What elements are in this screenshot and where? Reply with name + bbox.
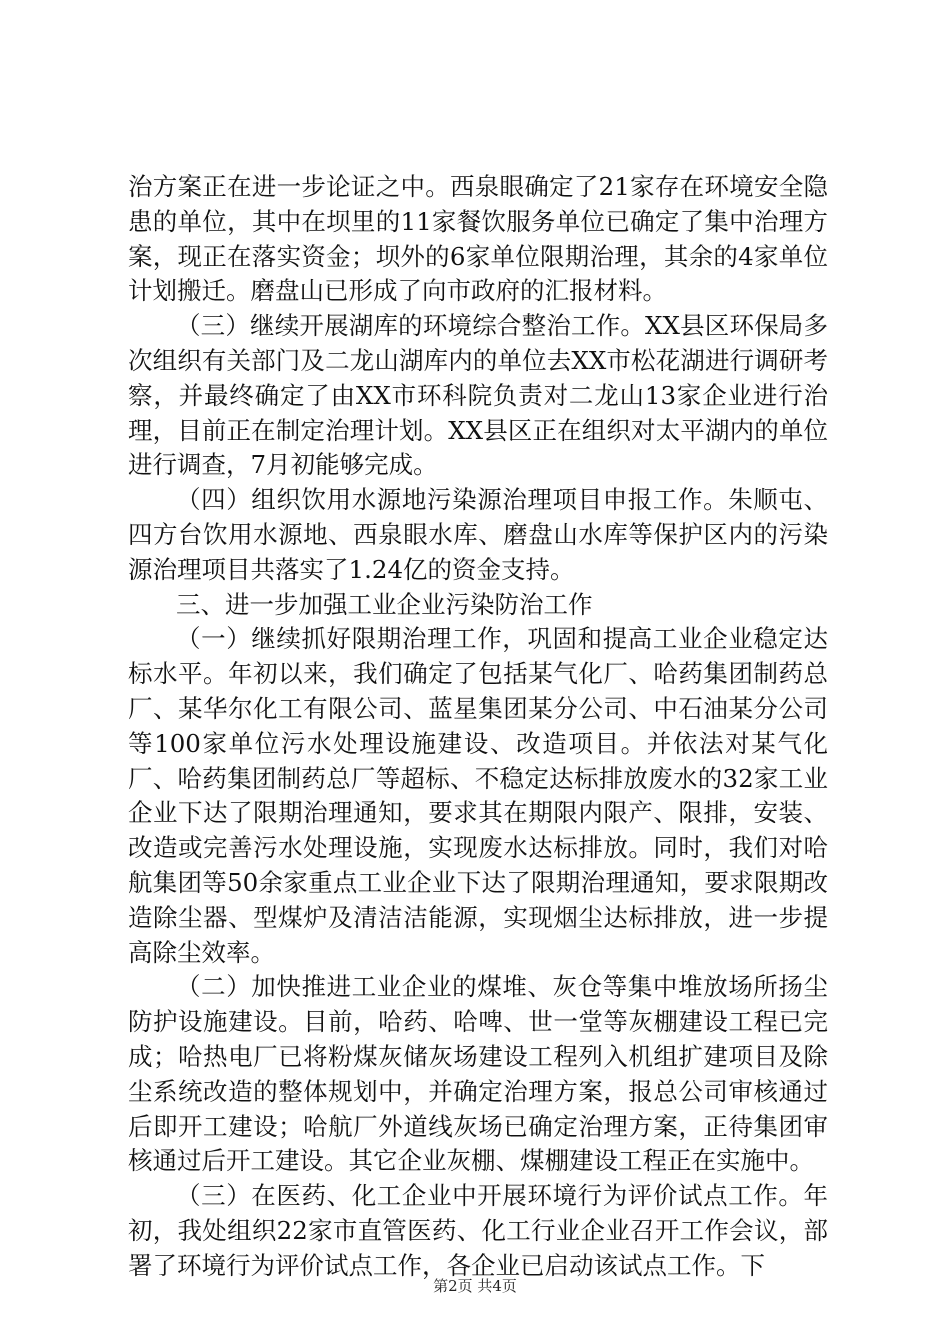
paragraph: （二）加快推进工业企业的煤堆、灰仓等集中堆放场所扬尘防护设施建设。目前，哈药、哈啤、世一堂等灰棚建设工程已完成；哈热电厂已将粉煤灰储灰场建设工程列入机组扩建项目及除尘系统改造的整体规划中，并确定治理方案，报总公司审核通过后即开工建设；哈航厂外道线灰场已确定治理方案，正待集团审核通过后开工建设。其它企业灰棚、煤棚建设工程正在实施中。 xyxy=(128,972,828,1176)
paragraph: （三）继续开展湖库的环境综合整治工作。XX县区环保局多次组织有关部门及二龙山湖库内的单位去XX市松花湖进行调研考察，并最终确定了由XX市环科院负责对二龙山13家企业进行治理，目前正在制定治理计划。XX县区正在组织对太平湖内的单位进行调查，7月初能够完成。 xyxy=(128,311,828,480)
paragraph: （一）继续抓好限期治理工作，巩固和提高工业企业稳定达标水平。年初以来，我们确定了包括某气化厂、哈药集团制药总厂、某华尔化工有限公司、蓝星集团某分公司、中石油某分公司等100家单位污水处理设施建设、改造项目。并依法对某气化厂、哈药集团制药总厂等超标、不稳定达标排放废水的32家工业企业下达了限期治理通知，要求其在期限内限产、限排，安装、改造或完善污水处理设施，实现废水达标排放。同时，我们对哈航集团等50余家重点工业企业下达了限期治理通知，要求限期改造除尘器、型煤炉及清洁洁能源，实现烟尘达标排放，进一步提高除尘效率。 xyxy=(128,624,828,967)
page-number-label: 第2页 共4页 xyxy=(433,1277,517,1295)
paragraph: （四）组织饮用水源地污染源治理项目申报工作。朱顺屯、四方台饮用水源地、西泉眼水库、磨盘山水库等保护区内的污染源治理项目共落实了1.24亿的资金支持。 xyxy=(128,485,828,584)
paragraph: 治方案正在进一步论证之中。西泉眼确定了21家存在环境安全隐患的单位，其中在坝里的11家餐饮服务单位已确定了集中治理方案，现正在落实资金；坝外的6家单位限期治理，其余的4家单位计划搬迁。磨盘山已形成了向市政府的汇报材料。 xyxy=(128,172,828,306)
document-body xyxy=(128,170,828,1284)
page-footer xyxy=(0,1275,950,1296)
section-heading: 三、进一步加强工业企业污染防治工作 xyxy=(176,589,593,619)
paragraph: （三）在医药、化工企业中开展环境行为评价试点工作。年初，我处组织22家市直管医药、化工行业企业召开工作会议，部署了环境行为评价试点工作，各企业已启动该试点工作。下 xyxy=(128,1181,828,1280)
